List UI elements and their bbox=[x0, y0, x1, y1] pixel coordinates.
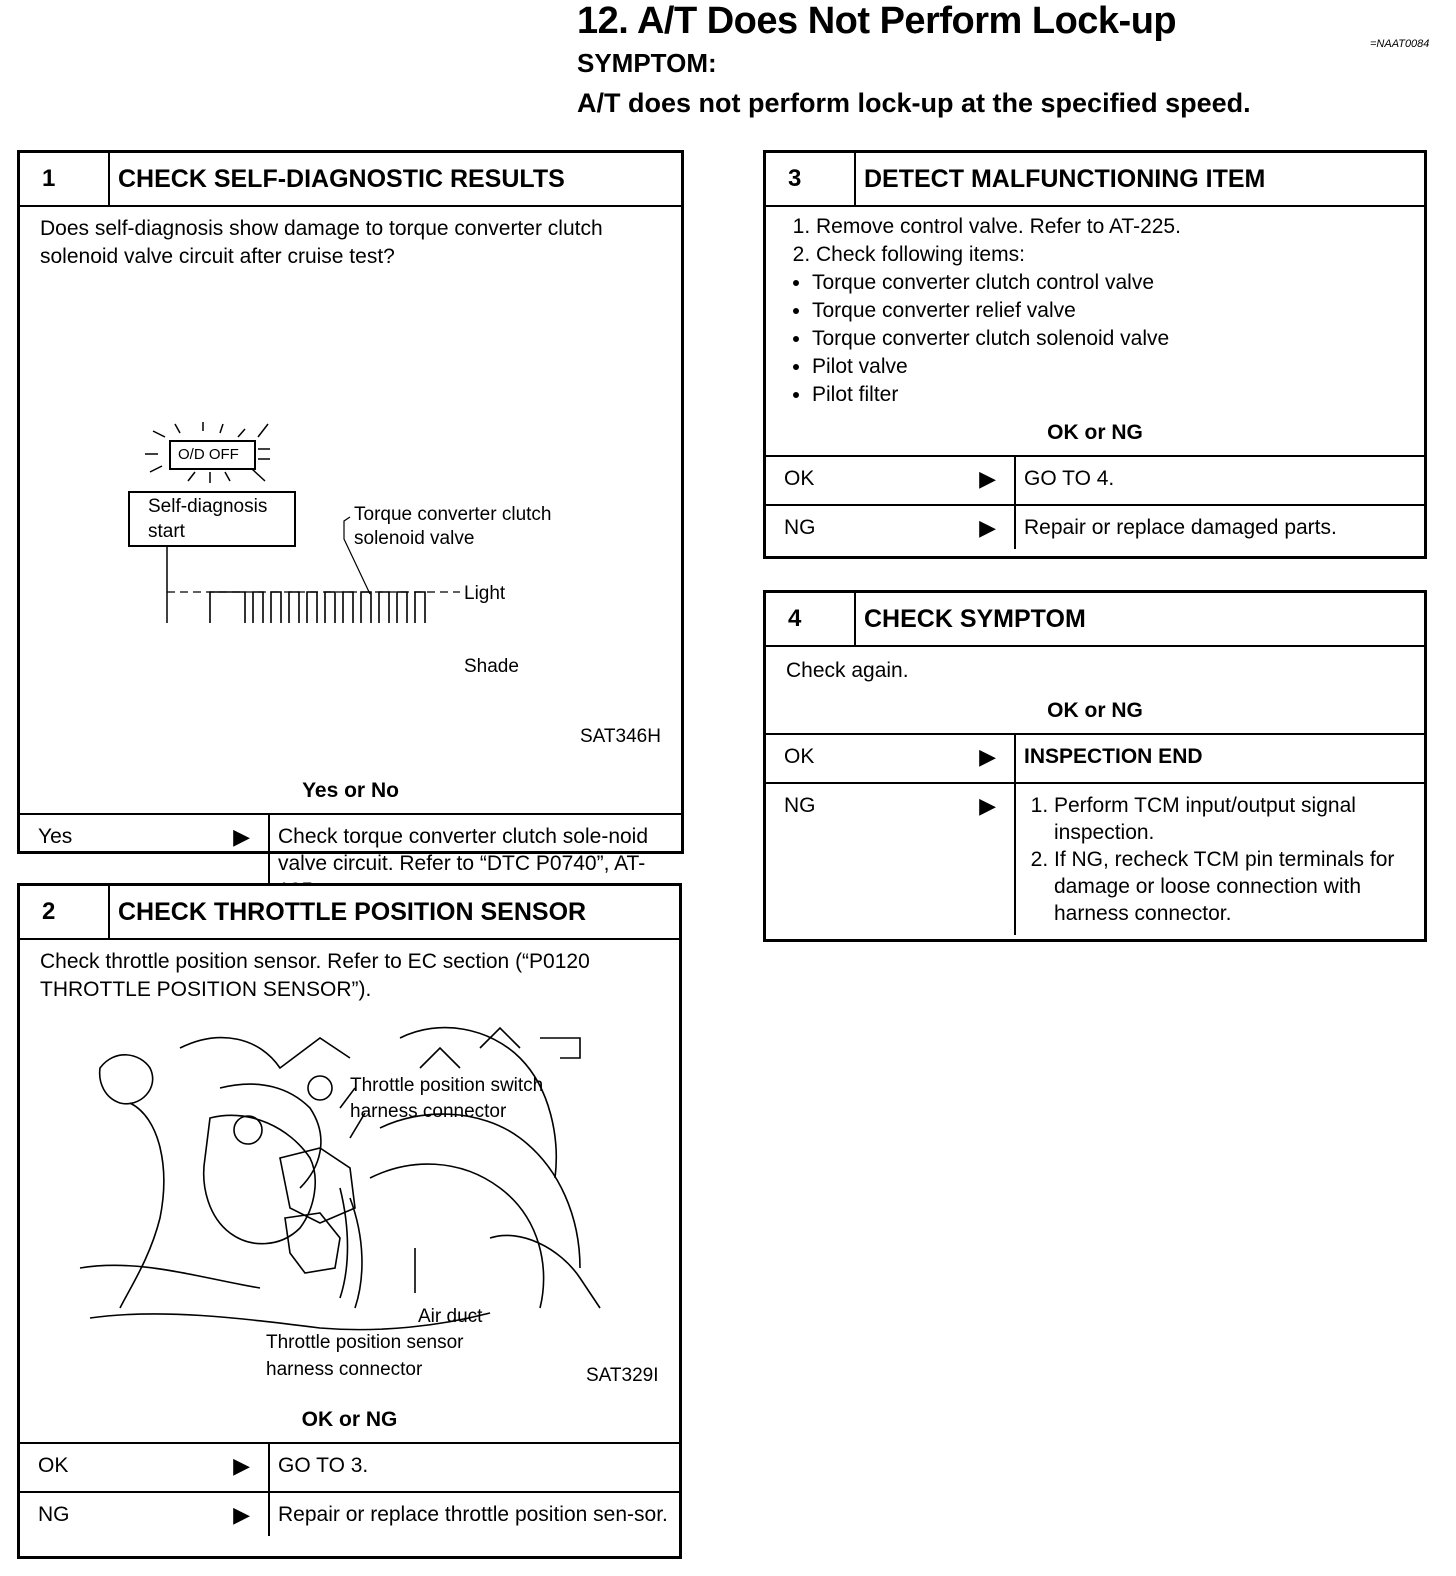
start-label-line1: Self-diagnosis bbox=[148, 496, 268, 517]
step-title: CHECK THROTTLE POSITION SENSOR bbox=[118, 897, 587, 926]
figure-code: SAT346H bbox=[580, 726, 661, 747]
symptom-text: A/T does not perform lock-up at the specified speed. bbox=[577, 88, 1251, 118]
symptom-label: SYMPTOM: bbox=[577, 48, 717, 78]
check-item: • Torque converter relief valve bbox=[812, 297, 1404, 325]
step-2-text: Check throttle position sensor. Refer to EC section (“P0120 THROTTLE POSITION SENSOR”). bbox=[40, 950, 590, 1001]
start-label-line2: start bbox=[148, 521, 185, 542]
valve-label-line1: Torque converter clutch bbox=[354, 504, 552, 525]
result-action: Repair or replace throttle position sen-sor. bbox=[278, 1503, 668, 1526]
procedure-step: 2. Check following items: bbox=[816, 241, 1404, 269]
self-diagnosis-figure bbox=[20, 259, 681, 747]
result-label: Yes bbox=[38, 825, 73, 848]
arrow-right-icon: ▶ bbox=[979, 515, 996, 540]
result-label: OK bbox=[38, 1454, 69, 1477]
decision-prompt: OK or NG bbox=[1047, 421, 1143, 444]
result-row-ok bbox=[20, 1442, 679, 1491]
self-diagnosis-diagram bbox=[20, 259, 681, 623]
result-action: GO TO 3. bbox=[278, 1454, 369, 1477]
lamp-label: O/D OFF bbox=[178, 446, 239, 463]
decision-prompt: OK or NG bbox=[1047, 699, 1143, 722]
check-item: • Torque converter clutch control valve bbox=[812, 269, 1404, 297]
step-title: CHECK SYMPTOM bbox=[864, 604, 1086, 633]
arrow-right-icon: ▶ bbox=[233, 1453, 250, 1478]
arrow-right-icon: ▶ bbox=[233, 1502, 250, 1527]
arrow-right-icon: ▶ bbox=[979, 744, 996, 769]
result-label: NG bbox=[784, 794, 816, 817]
step-3-box bbox=[763, 150, 1427, 559]
sensor-label-line1: Throttle position sensor bbox=[266, 1332, 464, 1353]
decision-prompt: OK or NG bbox=[301, 1408, 398, 1431]
result-action: Repair or replace damaged parts. bbox=[1024, 516, 1337, 539]
result-label: NG bbox=[38, 1503, 70, 1526]
result-row-ng bbox=[20, 1491, 679, 1536]
arrow-right-icon: ▶ bbox=[979, 793, 996, 818]
step-2-box bbox=[17, 883, 682, 1559]
result-action bbox=[1016, 784, 1424, 935]
arrow-right-icon: ▶ bbox=[233, 824, 250, 849]
step-3-body bbox=[766, 207, 1424, 409]
step-number: 4 bbox=[766, 593, 856, 645]
switch-label-line2: harness connector bbox=[350, 1101, 507, 1122]
result-row-ok bbox=[766, 455, 1424, 504]
step-1-question: Does self-diagnosis show damage to torque converter clutch solenoid valve circuit after cruise test? bbox=[40, 217, 603, 268]
procedure-list bbox=[1024, 792, 1416, 927]
check-item: • Torque converter clutch solenoid valve bbox=[812, 325, 1404, 353]
valve-label-line2: solenoid valve bbox=[354, 528, 475, 549]
check-item: • Pilot valve bbox=[812, 353, 1404, 381]
step-1-header bbox=[20, 153, 681, 207]
light-label: Light bbox=[464, 583, 506, 604]
shade-label: Shade bbox=[464, 656, 519, 677]
result-action: INSPECTION END bbox=[1024, 745, 1203, 768]
step-number: 3 bbox=[766, 153, 856, 205]
step-4-text: Check again. bbox=[786, 659, 909, 682]
throttle-sensor-figure bbox=[20, 1008, 679, 1398]
arrow-right-icon: ▶ bbox=[979, 466, 996, 491]
result-action: GO TO 4. bbox=[1024, 467, 1115, 490]
result-label: NG bbox=[784, 516, 816, 539]
step-1-box bbox=[17, 150, 684, 875]
procedure-list bbox=[786, 213, 1404, 269]
reference-code: =NAAT0084 bbox=[1370, 38, 1430, 50]
result-row-ng bbox=[766, 504, 1424, 549]
procedure-step: 1. Perform TCM input/output signal inspection. bbox=[1054, 792, 1416, 846]
step-2-header bbox=[20, 886, 679, 940]
step-4-header bbox=[766, 593, 1424, 647]
result-label: OK bbox=[784, 745, 815, 768]
sensor-label-line2: harness connector bbox=[266, 1359, 423, 1380]
page-title: 12. A/T Does Not Perform Lock-up bbox=[577, 0, 1177, 42]
step-4-box bbox=[763, 590, 1427, 942]
procedure-step: 1. Remove control valve. Refer to AT-225. bbox=[816, 213, 1404, 241]
switch-label-line1: Throttle position switch bbox=[350, 1075, 544, 1096]
result-action: Check torque converter clutch sole-noid valve circuit. Refer to “DTC P0740”, AT- bbox=[278, 825, 649, 875]
result-row-ok bbox=[766, 733, 1424, 782]
result-row-ng bbox=[766, 782, 1424, 935]
figure-code: SAT329I bbox=[586, 1365, 659, 1386]
step-number: 2 bbox=[20, 886, 110, 938]
step-title: DETECT MALFUNCTIONING ITEM bbox=[864, 164, 1266, 193]
decision-prompt: Yes or No bbox=[302, 779, 399, 802]
step-3-header bbox=[766, 153, 1424, 207]
procedure-step: 2. If NG, recheck TCM pin terminals for damage or loose connection with harness connector. bbox=[1054, 846, 1416, 927]
check-item: • Pilot filter bbox=[812, 381, 1404, 409]
result-label: OK bbox=[784, 467, 815, 490]
step-title: CHECK SELF-DIAGNOSTIC RESULTS bbox=[118, 164, 565, 193]
check-items-list bbox=[786, 269, 1404, 409]
step-number: 1 bbox=[20, 153, 110, 205]
air-duct-label: Air duct bbox=[418, 1306, 483, 1327]
